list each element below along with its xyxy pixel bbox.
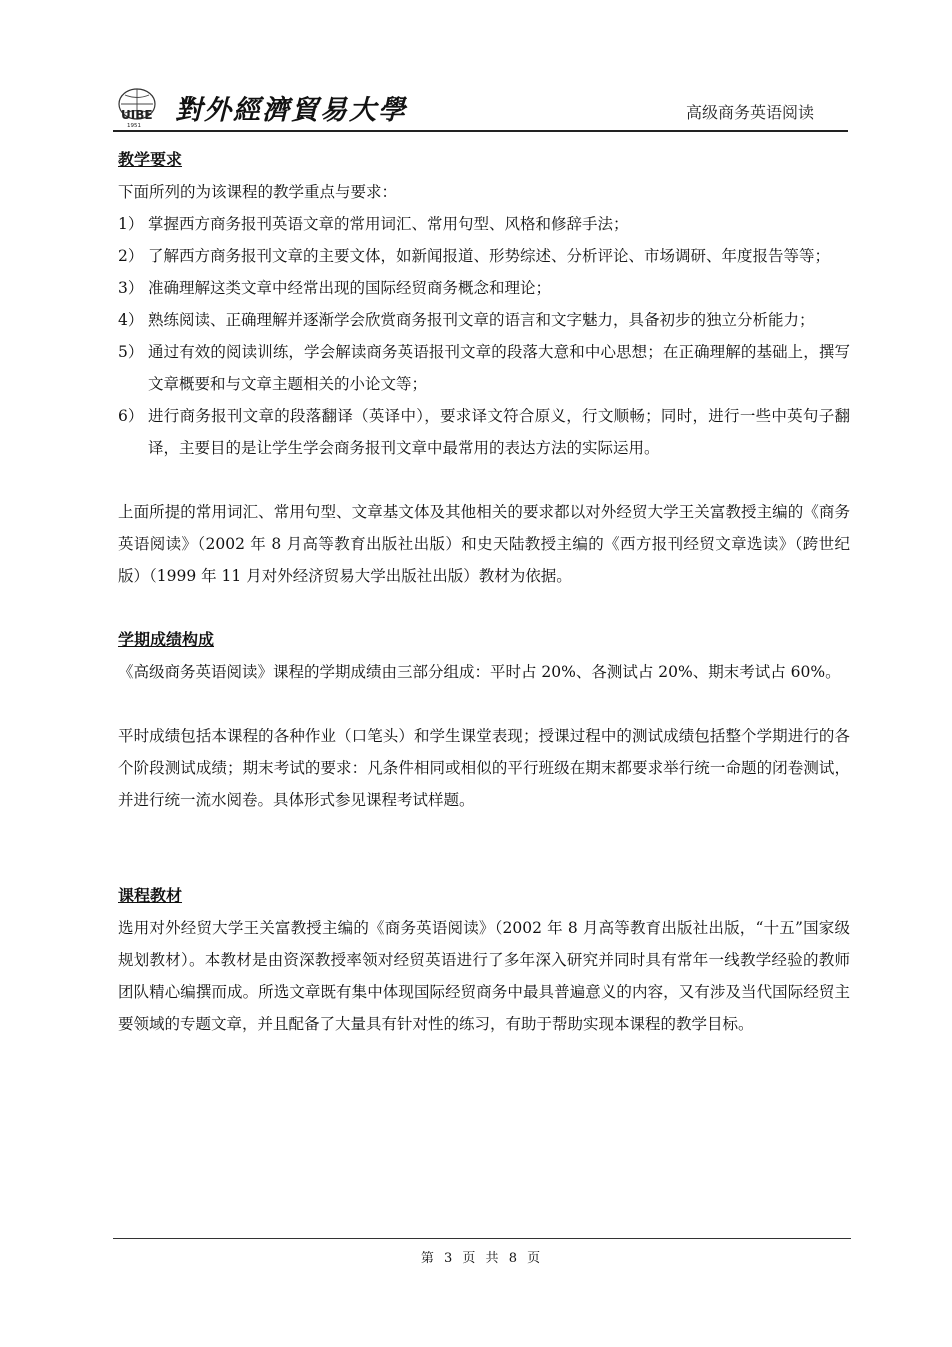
list-item bbox=[118, 304, 850, 336]
list-item-number: 2） bbox=[118, 247, 144, 265]
grading-composition: 《高级商务英语阅读》课程的学期成绩由三部分组成：平时占 20%、各测试占 20%、期末考试占 60%。 bbox=[118, 663, 841, 681]
list-item-text: 准确理解这类文章中经常出现的国际经贸商务概念和理论； bbox=[148, 279, 552, 297]
list-item bbox=[118, 336, 850, 400]
list-item-number: 3） bbox=[118, 279, 144, 297]
list-item-text: 通过有效的阅读训练，学会解读商务英语报刊文章的段落大意和中心思想；在正确理解的基础上，撰写文章概要和与文章主题相关的小论文等； bbox=[148, 343, 850, 393]
list-item-text: 进行商务报刊文章的段落翻译（英译中），要求译文符合原义，行文顺畅；同时，进行一些中英句子翻译，主要目的是让学生学会商务报刊文章中最常用的表达方法的实际运用。 bbox=[148, 407, 850, 457]
list-item bbox=[118, 208, 850, 240]
list-item-number: 6） bbox=[118, 407, 144, 425]
university-emblem-icon bbox=[113, 84, 171, 128]
list-item bbox=[118, 272, 850, 304]
textbook-basis-paragraph: 上面所提的常用词汇、常用句型、文章基文体及其他相关的要求都以对外经贸大学王关富教授主编的《商务英语阅读》（2002 年 8 月高等教育出版社出版）和史天陆教授主编的《西方报刊经贸文章选读》（跨世纪版）（1999 年 11 月对外经济贸易大学出版社出版）教材为依据。 bbox=[118, 503, 850, 585]
page-number: 第 3 页 共 8 页 bbox=[420, 1251, 544, 1266]
list-item bbox=[118, 240, 850, 272]
list-item-text: 了解西方商务报刊文章的主要文体，如新闻报道、形势综述、分析评论、市场调研、年度报告等等； bbox=[148, 247, 831, 265]
course-title: 高级商务英语阅读 bbox=[685, 103, 814, 122]
grading-heading: 学期成绩构成 bbox=[118, 630, 215, 649]
list-item-number: 5） bbox=[118, 343, 144, 361]
university-name: 對外經濟貿易大學 bbox=[175, 95, 407, 126]
textbook-heading: 课程教材 bbox=[118, 886, 183, 905]
page-header bbox=[113, 84, 848, 132]
teaching-intro: 下面所列的为该课程的教学重点与要求： bbox=[118, 183, 398, 201]
list-item-text: 熟练阅读、正确理解并逐渐学会欣赏商务报刊文章的语言和文字魅力，具备初步的独立分析能力； bbox=[148, 311, 815, 329]
page-footer bbox=[113, 1238, 851, 1266]
textbook-description: 选用对外经贸大学王关富教授主编的《商务英语阅读》（2002 年 8 月高等教育出版社出版，“十五”国家级规划教材）。本教材是由资深教授率领对经贸英语进行了多年深入研究并同时具有常年一线教学经验的教师团队精心编撰而成。所选文章既有集中体现国际经贸商务中最具普遍意义的内容，又有涉及当代国际经贸主要领域的专题文章，并且配备了大量具有针对性的练习，有助于帮助实现本课程的教学目标。 bbox=[118, 919, 850, 1033]
logo-year: 1951 bbox=[127, 123, 141, 128]
grading-details: 平时成绩包括本课程的各种作业（口笔头）和学生课堂表现；授课过程中的测试成绩包括整个学期进行的各个阶段测试成绩；期末考试的要求：凡条件相同或相似的平行班级在期末都要求举行统一命题的闭卷测试，并进行统一流水阅卷。具体形式参见课程考试样题。 bbox=[118, 727, 850, 809]
document-body bbox=[118, 144, 850, 1040]
list-item bbox=[118, 400, 850, 464]
logo-badge: UIBE bbox=[121, 108, 153, 122]
list-item-text: 掌握西方商务报刊英语文章的常用词汇、常用句型、风格和修辞手法； bbox=[148, 215, 629, 233]
list-item-number: 1） bbox=[118, 215, 144, 233]
list-item-number: 4） bbox=[118, 311, 144, 329]
teaching-requirements-heading: 教学要求 bbox=[118, 150, 183, 169]
